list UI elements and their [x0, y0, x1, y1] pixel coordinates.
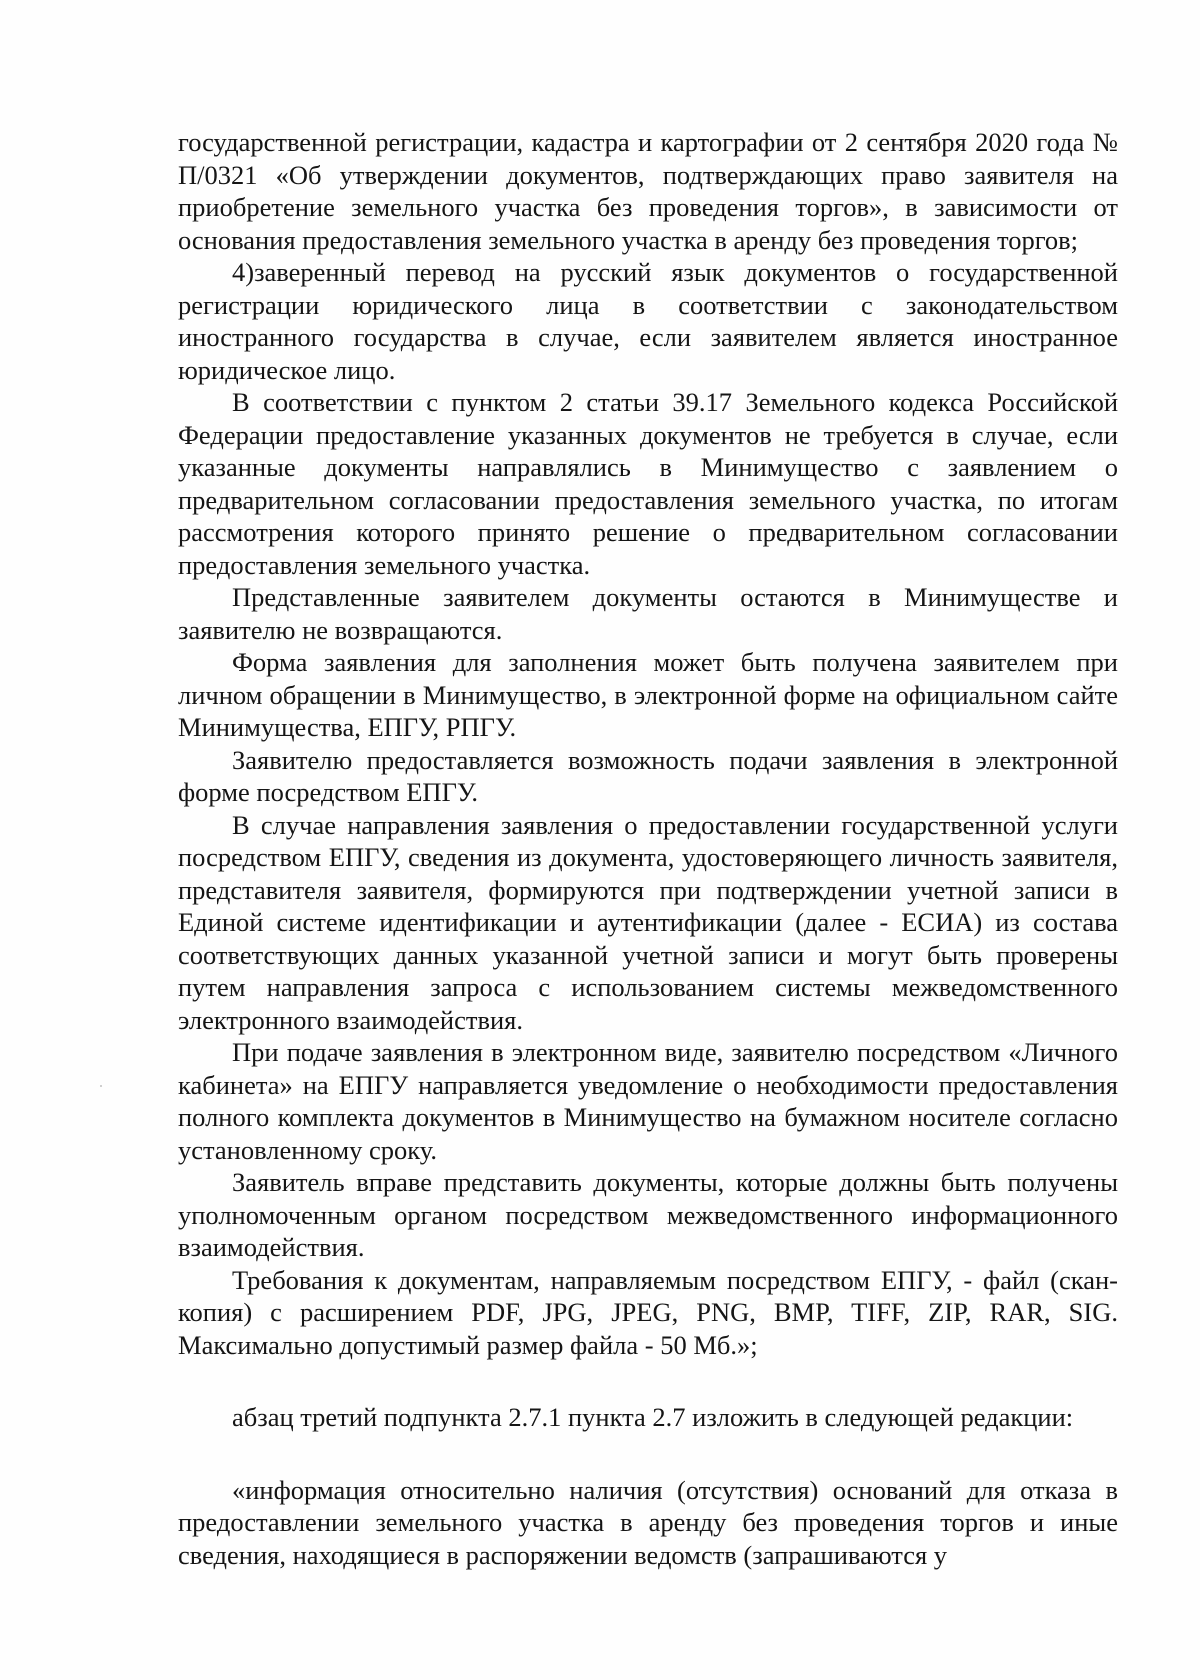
paragraph-file-requirements: Требования к документам, направляемым посредством ЕПГУ, - файл (скан-копия) с расширением PDF, JPG, JPEG, PNG, BMP, TIFF, ZIP, RAR, SIG. Максимально допустимый размер файла - 50 Мб.»;	[178, 1264, 1118, 1360]
paragraph-personal-cabinet: При подаче заявления в электронном виде, заявителю посредством «Личного кабинета» на ЕПГУ направляется уведомление о необходимости предоставления полного комплекта документов в Минимущество на бумажном носителе согласно установленному сроку.	[178, 1037, 1118, 1165]
paragraph-amendment-instruction: абзац третий подпункта 2.7.1 пункта 2.7 изложить в следующей редакции:	[232, 1402, 1074, 1432]
spacer	[178, 1434, 1118, 1474]
spacer	[178, 1361, 1118, 1401]
paragraph-interagency: Заявитель вправе представить документы, которые должны быть получены уполномоченным органом посредством межведомственного информационного взаимодействия.	[178, 1167, 1118, 1262]
paragraph-esia: В случае направления заявления о предоставлении государственной услуги посредством ЕПГУ, сведения из документа, удостоверяющего личность заявителя, представителя заявителя, формируются при подтверждении учетной записи в Единой системе идентификации и аутентификации (далее - ЕСИА) из состава соответствующих данных указанной учетной записи и могут быть проверены путем направления запроса с использованием системы межведомственного электронного взаимодействия.	[178, 809, 1118, 1035]
paragraph-land-code: В соответствии с пунктом 2 статьи 39.17 Земельного кодекса Российской Федерации предоставление указанных документов не требуется в случае, если указанные документы направлялись в Минимущество с заявлением о предварительном согласовании предоставления земельного участка, по итогам рассмотрения которого принято решение о предварительном согласовании предоставления земельного участка.	[178, 387, 1118, 580]
paragraph-electronic-submission: Заявителю предоставляется возможность подачи заявления в электронной форме посредством ЕПГУ.	[178, 744, 1118, 807]
paragraph-registration-order: государственной регистрации, кадастра и картографии от 2 сентября 2020 года № П/0321 «Об утверждении документов, подтверждающих право заявителя на приобретение земельного участка без проведения торгов», в зависимости от основания предоставления земельного участка в аренду без проведения торгов;	[178, 127, 1118, 255]
scan-artifact	[100, 1085, 102, 1087]
paragraph-new-wording: «информация относительно наличия (отсутствия) оснований для отказа в предоставлении земельного участка в аренду без проведения торгов и иные сведения, находящиеся в распоряжении ведомств (запрашиваются у	[178, 1474, 1118, 1570]
document-body	[178, 126, 1118, 1571]
paragraph-translation: 4)заверенный перевод на русский язык документов о государственной регистрации юридического лица в соответствии с законодательством иностранного государства в случае, если заявителем является иностранное юридическое лицо.	[178, 257, 1118, 385]
paragraph-documents-retained: Представленные заявителем документы остаются в Минимуществе и заявителю не возвращаются.	[178, 582, 1118, 645]
paragraph-application-form: Форма заявления для заполнения может быть получена заявителем при личном обращении в Минимущество, в электронной форме на официальном сайте Минимущества, ЕПГУ, РПГУ.	[178, 647, 1118, 742]
